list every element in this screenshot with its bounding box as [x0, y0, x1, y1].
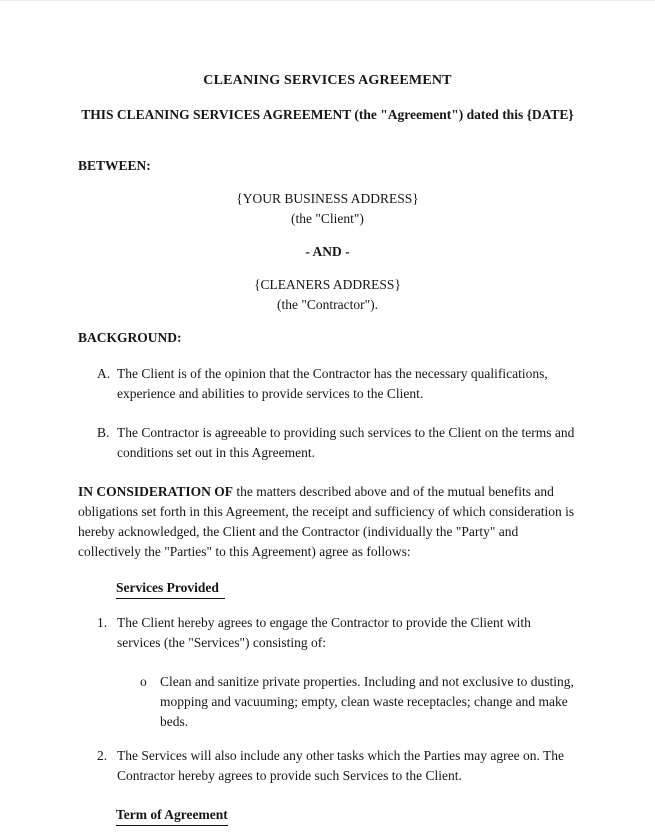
- document-subtitle: THIS CLEANING SERVICES AGREEMENT (the "Agreement") dated this {DATE}: [81, 107, 574, 122]
- background-item-a: [78, 364, 577, 404]
- document-title: CLEANING SERVICES AGREEMENT: [203, 73, 452, 88]
- services-provided-heading-text: Services Provided: [116, 578, 225, 599]
- services-sub-bullet: [78, 672, 577, 732]
- contractor-address-placeholder: {CLEANERS ADDRESS}: [254, 277, 401, 292]
- services-item-1-text: The Client hereby agrees to engage the Contractor to provide the Client with services (the "Services") consisting of:: [117, 615, 531, 650]
- background-item-a-text: The Client is of the opinion that the Contractor has the necessary qualifications, experience and abilities to provide services to the Client.: [117, 366, 548, 401]
- services-sub-bullet-text: Clean and sanitize private properties. Including and not exclusive to dusting, mopping and vacuuming; empty, clean waste receptacles; change and make beds.: [160, 674, 574, 729]
- bullet-marker: o: [140, 674, 147, 689]
- background-item-b-text: The Contractor is agreeable to providing such services to the Client on the terms and conditions set out in this Agreement.: [117, 425, 575, 460]
- and-separator: - AND -: [305, 244, 350, 259]
- consideration-lead: IN CONSIDERATION OF: [78, 484, 234, 499]
- contractor-designation: (the "Contractor").: [277, 296, 378, 312]
- term-of-agreement-heading: [116, 805, 577, 826]
- list-marker: 1.: [97, 615, 108, 630]
- list-marker: B.: [97, 425, 110, 440]
- between-label: BETWEEN:: [78, 158, 151, 173]
- contractor-party-block: [78, 275, 577, 314]
- services-provided-heading: [116, 578, 577, 599]
- client-address-placeholder: {YOUR BUSINESS ADDRESS}: [236, 191, 419, 206]
- consideration-text: the matters described above and of the mutual benefits and obligations set forth in this Agreement, the receipt and sufficiency of which consideration is hereby acknowledged, the Client and the Contractor (individually the "Party" and collectively the "Parties" to this Agreement) agree as follows:: [78, 484, 575, 559]
- list-marker: 2.: [97, 748, 108, 763]
- list-marker: A.: [97, 366, 111, 381]
- client-designation: (the "Client"): [291, 210, 364, 226]
- client-party-block: [78, 189, 577, 228]
- consideration-paragraph: [78, 482, 577, 562]
- background-item-b: [78, 423, 577, 463]
- services-item-2-text: The Services will also include any other tasks which the Parties may agree on. The Contractor hereby agrees to provide such Services to the Client.: [117, 748, 564, 783]
- services-item-2: [78, 746, 577, 786]
- term-of-agreement-heading-text: Term of Agreement: [116, 805, 228, 826]
- services-item-1: [78, 613, 577, 653]
- background-label: BACKGROUND:: [78, 330, 182, 345]
